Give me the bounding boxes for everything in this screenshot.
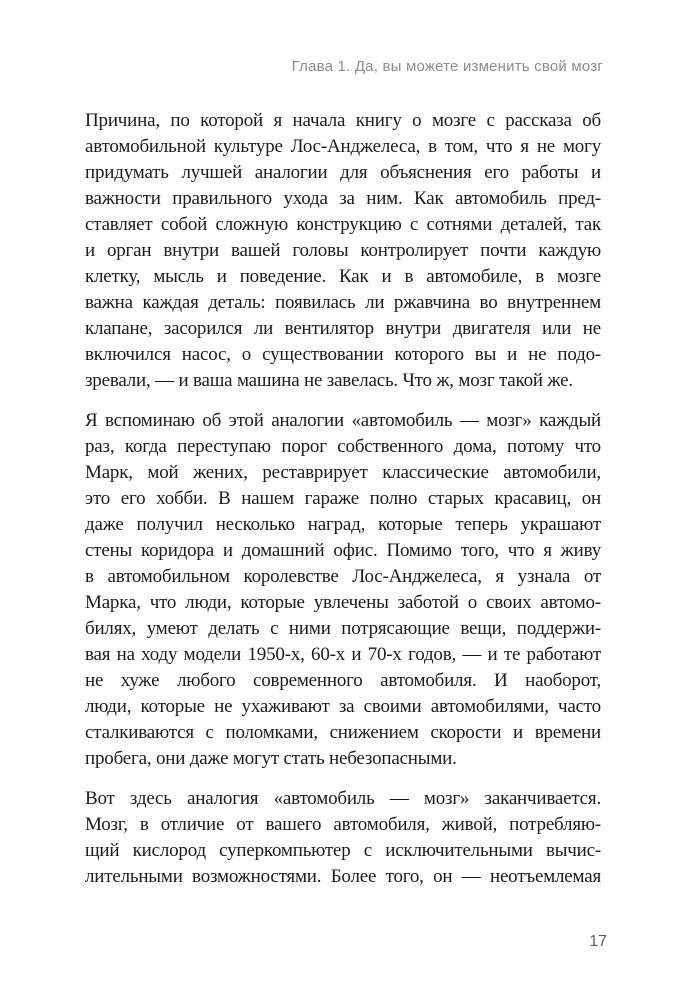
text-line: не хуже любого современного автомобиля. И наоборот, bbox=[85, 670, 601, 691]
text-line: люди, которые не ухаживают за своими автомобилями, часто bbox=[85, 696, 601, 717]
text-line: Вот здесь аналогия «автомобиль — мозг» заканчивается. bbox=[85, 788, 601, 809]
text-line: Марка, что люди, которые увлечены заботой о своих автомо- bbox=[85, 592, 601, 613]
text-line: ставляет собой сложную конструкцию с сотнями деталей, так bbox=[85, 214, 601, 235]
text-line: это его хобби. В нашем гараже полно старых красавиц, он bbox=[85, 488, 601, 509]
text-line: Марк, мой жених, реставрирует классические автомобили, bbox=[85, 462, 601, 483]
text-line: щий кислород суперкомпьютер с исключительными вычис- bbox=[85, 840, 601, 861]
paragraph bbox=[85, 786, 601, 890]
text-line: сталкиваются с поломками, снижением скорости и времени bbox=[85, 722, 601, 743]
text-line: даже получил несколько наград, которые теперь украшают bbox=[85, 514, 601, 535]
text-line: и орган внутри вашей головы контролирует почти каждую bbox=[85, 240, 601, 261]
text-line: Мозг, в отличие от вашего автомобиля, живой, потребляю- bbox=[85, 814, 601, 835]
text-line: включился насос, о существовании которого вы и не подо- bbox=[85, 344, 601, 365]
page-body bbox=[85, 108, 601, 890]
text-line: лительными возможностями. Более того, он — неотъемлемая bbox=[85, 866, 601, 887]
paragraph bbox=[85, 108, 601, 394]
text-line: клапане, засорился ли вентилятор внутри двигателя или не bbox=[85, 318, 601, 339]
text-line: в автомобильном королевстве Лос-Анджелеса, я узнала от bbox=[85, 566, 601, 587]
running-header: Глава 1. Да, вы можете изменить свой мозг bbox=[291, 58, 603, 75]
text-line: придумать лучшей аналогии для объяснения его работы и bbox=[85, 162, 601, 183]
text-line: автомобильной культуре Лос-Анджелеса, в том, что я не могу bbox=[85, 136, 601, 157]
page-number: 17 bbox=[589, 933, 607, 950]
text-line: вая на ходу модели 1950-х, 60-х и 70-х годов, — и те работают bbox=[85, 644, 601, 665]
text-line: важности правильного ухода за ним. Как автомобиль пред- bbox=[85, 188, 601, 209]
text-line: Причина, по которой я начала книгу о мозге с рассказа об bbox=[85, 110, 601, 131]
text-line: клетку, мысль и поведение. Как и в автомобиле, в мозге bbox=[85, 266, 601, 287]
text-line: билях, умеют делать с ними потрясающие вещи, поддержи- bbox=[85, 618, 601, 639]
text-line: важна каждая деталь: появилась ли ржавчина во внутреннем bbox=[85, 292, 601, 313]
text-line: зревали, — и ваша машина не завелась. Что ж, мозг такой же. bbox=[85, 370, 573, 391]
text-line: Я вспоминаю об этой аналогии «автомобиль — мозг» каждый bbox=[85, 410, 601, 431]
text-line: стены коридора и домашний офис. Помимо того, что я живу bbox=[85, 540, 601, 561]
text-line: раз, когда переступаю порог собственного дома, потому что bbox=[85, 436, 601, 457]
paragraph bbox=[85, 408, 601, 772]
text-line: пробега, они даже могут стать небезопасными. bbox=[85, 748, 457, 769]
